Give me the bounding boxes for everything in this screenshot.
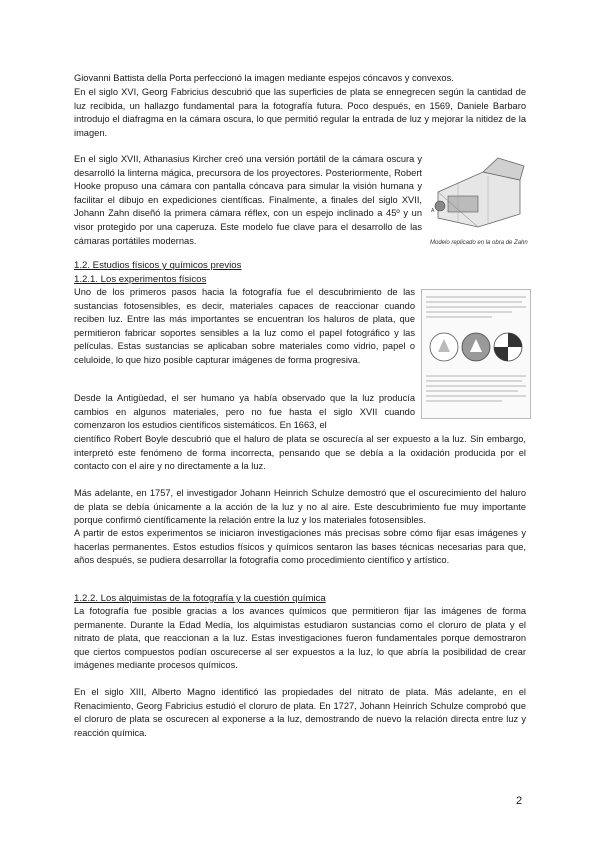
subsection-heading-block [74, 592, 526, 606]
paragraph-text: La fotografía fue posible gracias a los avances químicos que permitieron fijar las imágenes de forma permanente. Durante la Edad Media, los alquimistas estudiaron sustancias como el cloruro de plata y el nitrato de plata, que reaccionan a la luz. Estas investigaciones fueron fundamentales porque demostraron que ciertos compuestos podían oscurecerse al ser expuestos a la luz, lo que abría la posibilidad de crear imágenes mediante procesos químicos. [74, 606, 526, 671]
paragraph-kircher-zahn [74, 153, 422, 248]
paragraph-boyle-part1 [74, 392, 415, 433]
paragraph-fotosensibles [74, 286, 415, 368]
paragraph-schulze-1757 [74, 487, 526, 528]
paragraph-text: En el siglo XVI, Georg Fabricius descubrió que las superficies de plata se ennegrecen según la cantidad de luz recibida, un hallazgo fundamental para la fotografía futura. Poco después, en 1569, Daniele Barbaro introdujo el diafragma en la cámara oscura, lo que permitió regular la entrada de luz y mejorar la nitidez de la imagen. [74, 87, 526, 138]
page-number: 2 [516, 795, 523, 807]
paragraph-text: En el siglo XIII, Alberto Magno identificó las propiedades del nitrato de plata. Más adelante, en el Renacimiento, Georg Fabricius estudió el cloruro de plata. En 1727, Johann Heinrich Schulze comprobó que el cloruro de plata se oscurecen al exponerse a la luz, demostrando de nuevo la relación directa entre luz y reacción química. [74, 687, 526, 738]
paragraph-text: científico Robert Boyle descubrió que el haluro de plata se oscurecía al ser expuesto a la luz. Sin embargo, interpretó este fenómeno de forma incorrecta, pensando que se debía a la oxidación producida por el contacto con el aire y no directamente a la luz. [74, 434, 526, 472]
paragraph-text: Desde la Antigüedad, el ser humano ya había observado que la luz producía cambios en algunos materiales, pero no fue hasta el siglo XVII cuando comenzaron los estudios científicos sistemáticos. En 1663, el [74, 393, 415, 431]
camera-engraving-image [428, 152, 528, 238]
svg-text:A: A [431, 208, 435, 214]
paragraph-text: En el siglo XVII, Athanasius Kircher creó una versión portátil de la cámara oscura y desarrolló la linterna mágica, precursora de los proyectores. Posteriormente, Robert Hooke propuso una cámara con pantalla cóncava para simular la visión humana y facilitar el dibujo en expediciones científicas. Finalmente, a finales del siglo XVII, Johann Zahn diseñó la primera cámara réflex, con un espejo inclinado a 45º y un visor protegido por una caperuza. Este modelo fue clave para el desarrollo de las cámaras portátiles modernas. [74, 154, 422, 246]
paragraph-text: Más adelante, en 1757, el investigador Johann Heinrich Schulze demostró que el oscurecimiento del haluro de plata se debía únicamente a la acción de la luz y no al aire. Este descubrimiento fue muy importante porque confirmó científicamente la relación entre la luz y los materiales fotosensibles. [74, 488, 526, 526]
zahn-camera-figure [428, 152, 528, 238]
paragraph-text: Uno de los primeros pasos hacia la fotografía fue el descubrimiento de las sustancias fotosensibles, es decir, materiales capaces de reaccionar cuando reciben luz. Entre las más importantes se encuentran los haluros de plata, que permitieron fabricar soportes sensibles a la luz como el papel fotográfico y las películas. Estas sustancias se aplicaban sobre materiales como vidrio, papel o celuloide, lo que hizo posible capturar imágenes de forma progresiva. [74, 287, 415, 365]
paragraph-text: A partir de estos experimentos se iniciaron investigaciones más precisas sobre cómo fijar esas imágenes y hacerlas permanentes. Estos estudios físicos y químicos sentaron las bases técnicas necesarias para que, años después, se pudiera desarrollar la fotografía como procedimiento científico y artístico. [74, 528, 526, 566]
paragraph-investigaciones [74, 527, 526, 568]
paragraph-fabricius-barbaro [74, 86, 526, 140]
section-heading: 1.2. Estudios físicos y químicos previos [74, 260, 242, 271]
figure-caption: Modelo replicado en la obra de Zahn [430, 240, 528, 246]
paragraph-text: Giovanni Battista della Porta perfeccionó la imagen mediante espejos cóncavos y convexos. [74, 73, 454, 83]
paragraph-alquimistas [74, 605, 526, 673]
silver-halide-figure [421, 289, 531, 419]
paragraph-boyle-part2 [74, 433, 526, 474]
subsection-heading: 1.2.1. Los experimentos físicos [74, 273, 207, 285]
subsection-heading: 1.2.2. Los alquimistas de la fotografía y la cuestión química [74, 593, 326, 604]
paragraph-porta [74, 72, 526, 86]
silver-halide-diagram [422, 290, 530, 418]
paragraph-magno-schulze [74, 686, 526, 740]
section-heading-block [74, 259, 526, 286]
